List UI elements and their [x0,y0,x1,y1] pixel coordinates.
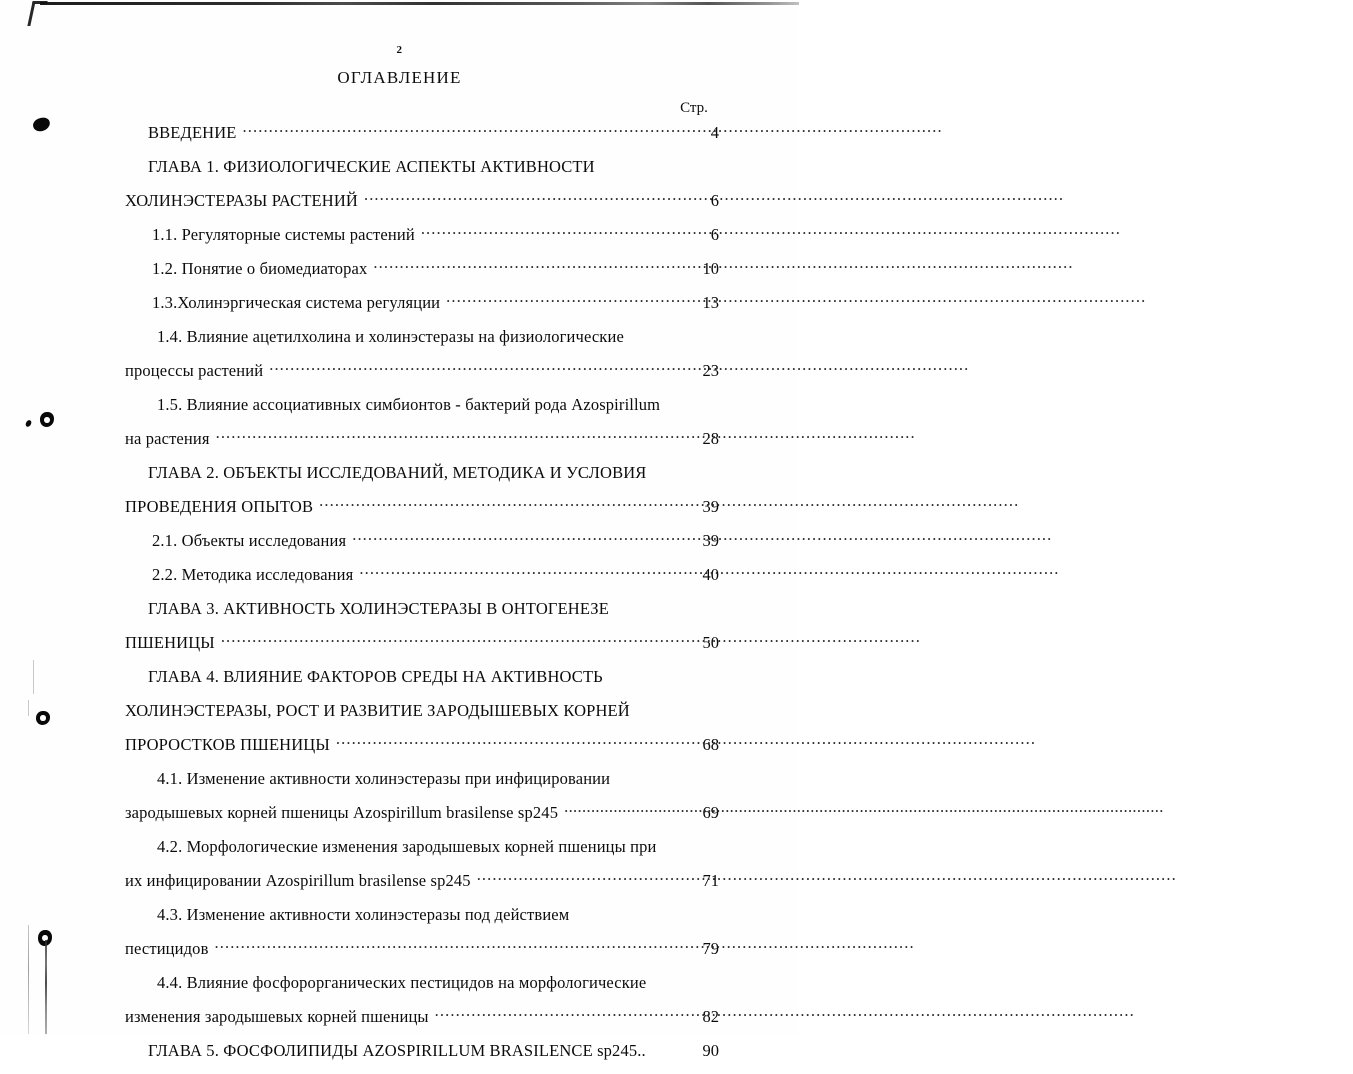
toc-dot-leader [336,734,655,750]
toc-entry-label: на растения [125,429,210,448]
toc-entry-page-number: 28 [702,429,719,448]
toc-dot-leader [446,292,655,308]
toc-entry[interactable] [125,632,725,666]
toc-entry-page-number: 4 [710,123,719,142]
toc-dot-leader [319,496,655,512]
toc-entry-label: ПРОРОСТКОВ ПШЕНИЦЫ [125,735,330,754]
page-number-folio: 2 [396,44,403,56]
toc-entry[interactable] [125,564,725,598]
toc-entry-label: 1.5. Влияние ассоциативных симбионтов - бактерий рода Azospirillum [157,395,661,414]
toc-entry[interactable] [125,666,725,700]
binding-spine-artifact [45,940,47,1034]
toc-entry-page-number: 90 [702,1041,719,1060]
toc-dot-leader [243,122,655,138]
toc-entry-page-number: 50 [702,633,719,652]
toc-entry-label: пестицидов [125,939,209,958]
toc-entry-label: их инфицировании Azospirillum brasilense sp245 [125,871,471,890]
toc-dot-leader [364,190,655,206]
toc-entry-page-number: 82 [702,1007,719,1026]
toc-dot-leader [421,224,655,240]
toc-entry[interactable] [125,360,725,394]
toc-entry-page-number: 6 [710,225,719,244]
toc-entry-page-number: 71 [702,871,719,890]
toc-entry[interactable] [125,292,725,326]
scan-speck-artifact [36,711,50,725]
toc-entry-label: ГЛАВА 5. ФОСФОЛИПИДЫ AZOSPIRILLUM BRASILENCE sp245.. [148,1041,646,1060]
toc-entry-label: 4.1. Изменение активности холинэстеразы при инфицировании [157,769,611,788]
page-title: ОГЛАВЛЕНИЕ [337,68,462,87]
scan-tick-artifact [33,660,34,694]
toc-entry[interactable] [125,122,725,156]
toc-entry-label: 2.2. Методика исследования [152,565,354,584]
toc-entry-label: ПШЕНИЦЫ [125,633,215,652]
toc-entry[interactable] [125,1006,725,1040]
scan-speck-artifact [25,419,32,427]
toc-dot-leader [435,1006,655,1022]
toc-dot-leader [215,938,655,954]
toc-entry-label: 1.4. Влияние ацетилхолина и холинэстеразы на физиологические [157,327,624,346]
toc-entry-label: ХОЛИНЭСТЕРАЗЫ РАСТЕНИЙ [125,191,358,210]
binding-spine-artifact [28,925,29,1034]
toc-entry-label: 1.3.Холинэргическая система регуляции [152,293,441,312]
toc-entry[interactable] [125,428,725,462]
toc-entry-page-number: 69 [702,803,719,822]
toc-dot-leader [564,802,655,818]
toc-entry-label: изменения зародышевых корней пшеницы [125,1007,429,1026]
toc-entry-label: зародышевых корней пшеницы Azospirillum brasilense sp245 [125,803,559,822]
toc-entry-page-number: 39 [702,497,719,516]
table-of-contents [125,122,725,1074]
page-column-header: Стр. [680,100,708,116]
toc-entry[interactable] [125,734,725,768]
toc-entry-label: 2.1. Объекты исследования [152,531,347,550]
toc-entry[interactable] [125,1040,725,1074]
toc-entry-label: 1.2. Понятие о биомедиаторах [152,259,368,278]
toc-entry[interactable] [125,938,725,972]
toc-entry-label: 4.2. Морфологические изменения зародышевых корней пшеницы при [157,837,657,856]
toc-entry-page-number: 23 [702,361,719,380]
toc-entry-label: процессы растений [125,361,264,380]
toc-entry-label: 4.3. Изменение активности холинэстеразы под действием [157,905,570,924]
toc-dot-leader [216,428,655,444]
toc-entry-page-number: 68 [702,735,719,754]
toc-entry-label: ХОЛИНЭСТЕРАЗЫ, РОСТ И РАЗВИТИЕ ЗАРОДЫШЕВЫХ КОРНЕЙ [125,701,630,720]
scan-speck-artifact [32,116,52,133]
toc-entry-label: 4.4. Влияние фосфорорганических пестицидов на морфологические [157,973,647,992]
toc-dot-leader [477,870,655,886]
toc-dot-leader [359,564,655,580]
toc-entry-page-number: 10 [702,259,719,278]
toc-entry-page-number: 39 [702,531,719,550]
scan-speck-artifact [40,412,54,427]
toc-dot-leader [352,530,655,546]
toc-entry-label: ГЛАВА 1. ФИЗИОЛОГИЧЕСКИЕ АСПЕКТЫ АКТИВНОСТИ [148,157,595,176]
toc-entry-label: ВВЕДЕНИЕ [148,123,237,142]
toc-entry-page-number: 40 [702,565,719,584]
scan-corner-artifact [27,1,47,26]
scan-top-edge-artifact [40,2,799,5]
toc-entry[interactable] [125,870,725,904]
toc-dot-leader [373,258,655,274]
scan-tick-artifact [28,700,29,716]
toc-entry-page-number: 13 [702,293,719,312]
toc-entry-label: ГЛАВА 3. АКТИВНОСТЬ ХОЛИНЭСТЕРАЗЫ В ОНТОГЕНЕЗЕ [148,599,609,618]
toc-entry-label: 1.1. Регуляторные системы растений [152,225,415,244]
toc-entry-page-number: 79 [702,939,719,958]
toc-entry-page-number: 6 [710,191,719,210]
toc-entry-label: ГЛАВА 4. ВЛИЯНИЕ ФАКТОРОВ СРЕДЫ НА АКТИВНОСТЬ [148,667,603,686]
toc-entry-label: ПРОВЕДЕНИЯ ОПЫТОВ [125,497,314,516]
toc-entry[interactable] [125,802,725,836]
toc-dot-leader [269,360,655,376]
toc-entry-label: ГЛАВА 2. ОБЪЕКТЫ ИССЛЕДОВАНИЙ, МЕТОДИКА И УСЛОВИЯ [148,463,647,482]
toc-dot-leader [221,632,655,648]
